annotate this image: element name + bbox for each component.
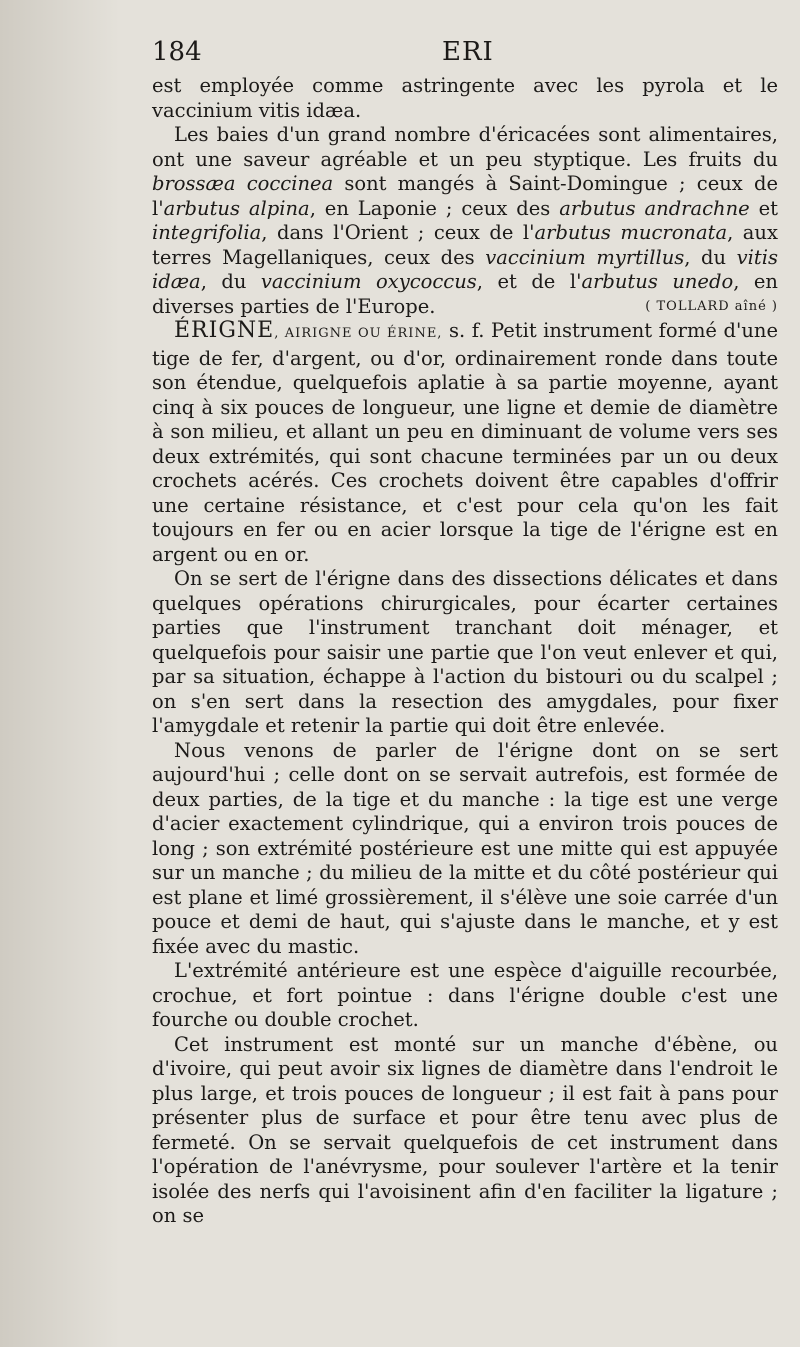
running-head: ERI	[442, 37, 494, 67]
author-signature: ( TOLLARD aîné )	[645, 298, 778, 314]
paragraph-2: Les baies d'un grand nombre d'éricacées sont alimentaires, ont une saveur agréable et un peu styptique. Les fruits du brossæa coccinea sont mangés à Saint-Domingue ; ceux de l'arbutus alpina, en Laponie ; ceux des arbutus andrachne et integrifolia, dans l'Orient ; ceux de l'arbutus mucronata, aux terres Magellaniques, ceux des vaccinium myrtillus, du vitis idæa, du vaccinium oxycoccus, et de l'arbutus unedo, en diverses parties de l'Europe. ( TOLLARD aîné )	[152, 123, 778, 318]
paragraph-7: Cet instrument est monté sur un manche d'ébène, ou d'ivoire, qui peut avoir six lignes de diamètre dans l'endroit le plus large, et trois pouces de longueur ; il est fait à pans pour présenter plus de surface et pour être tenu avec plus de fermeté. On se servait quelquefois de cet instrument dans l'opération de l'anévrysme, pour soulever l'artère et la tenir isolée des nerfs qui l'avoisinent afin d'en faciliter la ligature ; on se	[152, 1032, 778, 1227]
page-number: 184	[152, 37, 202, 67]
entry-headword: ÉRIGNE	[174, 318, 275, 343]
entry-variants: , AIRIGNE OU ÉRINE,	[274, 326, 443, 341]
paragraph-5: Nous venons de parler de l'érigne dont on se sert aujourd'hui ; celle dont on se servait autrefois, est formée de deux parties, de la tige et du manche : la tige est une verge d'acier exactement cylindrique, qui a environ trois pouces de long ; son extrémité postérieure est une mitte qui est appuyée sur un manche ; du milieu de la mitte et du côté postérieur qui est plane et limé grossièrement, il s'élève une soie carrée d'un pouce et demi de haut, qui s'ajuste dans le manche, et y est fixée avec du mastic.	[152, 738, 778, 958]
body-text	[152, 74, 778, 1229]
paragraph-4: On se sert de l'érigne dans des dissections délicates et dans quelques opérations chirurgicales, pour écarter certaines parties que l'instrument tranchant doit ménager, et quelquefois pour saisir une partie que l'on veut enlever et qui, par sa situation, échappe à l'action du bistouri ou du scalpel ; on s'en sert dans la resection des amygdales, pour fixer l'amygdale et retenir la partie qui doit être enlevée.	[152, 567, 778, 737]
paragraph-3: ÉRIGNE, AIRIGNE OU ÉRINE, s. f. Petit instrument formé d'une tige de fer, d'argent, ou d'or, ordinairement ronde dans toute son étendue, quelquefois aplatie à sa partie moyenne, ayant cinq à six pouces de longueur, une ligne et demie de diamètre à son milieu, et allant un peu en diminuant de volume vers ses deux extrémités, qui sont chacune terminées par un ou deux crochets acérés. Ces crochets doivent être capables d'offrir une certaine résistance, et c'est pour cela qu'on les fait toujours en fer ou en acier lorsque la tige de l'érigne est en argent ou en or.	[152, 318, 778, 566]
paragraph-1: est employée comme astringente avec les pyrola et le vaccinium vitis idæa.	[152, 74, 778, 122]
paragraph-6: L'extrémité antérieure est une espèce d'aiguille recourbée, crochue, et fort pointue : dans l'érigne double c'est une fourche ou double crochet.	[152, 959, 778, 1031]
page-header	[152, 30, 778, 74]
